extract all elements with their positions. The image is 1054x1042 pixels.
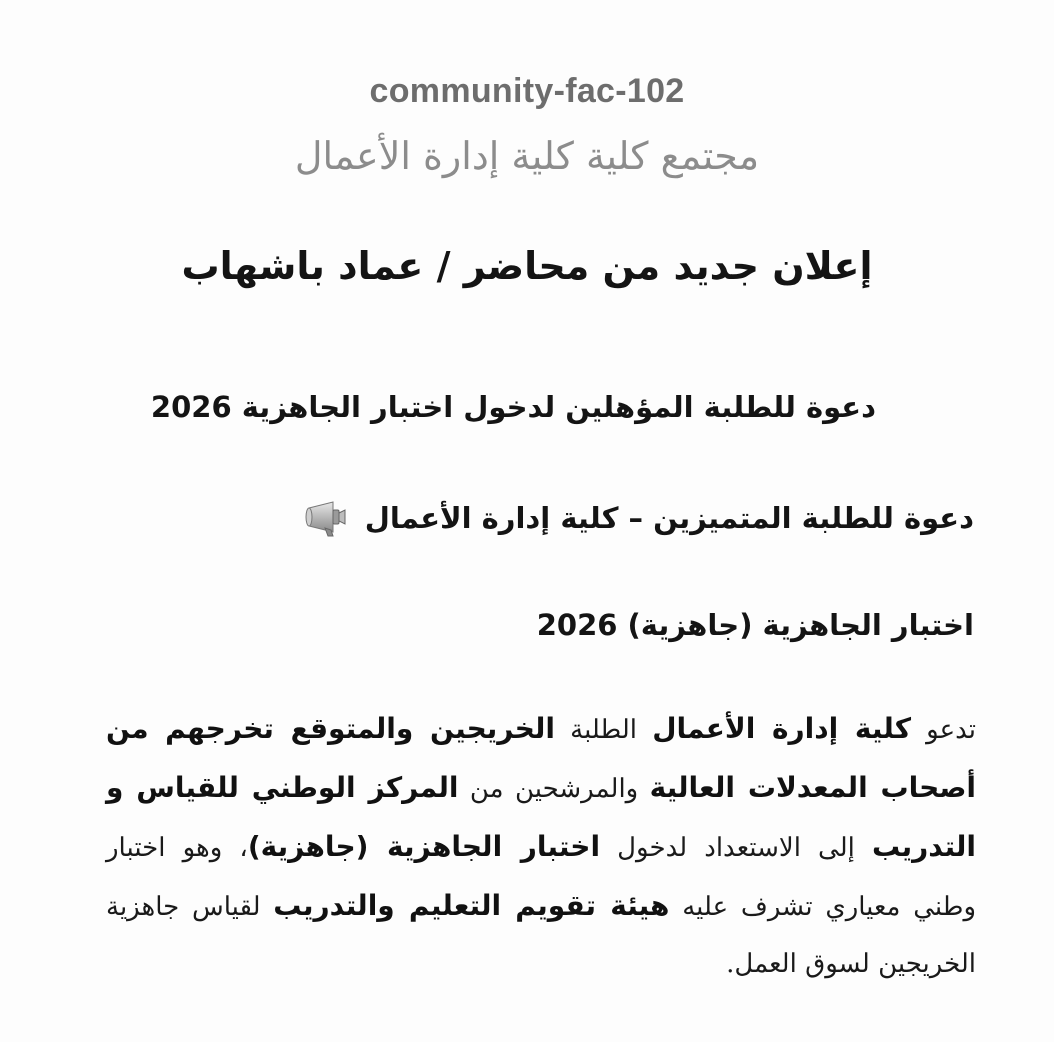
paragraph-text-1: تدعو <box>910 715 976 745</box>
paragraph-bold-3: المركز الوطني للقياس و التدريب <box>106 771 976 863</box>
paragraph-bold-2: الخريجين والمتوقع تخرجهم من أصحاب المعدلات العالية <box>106 712 977 804</box>
paragraph-text-3: والمرشحين من <box>458 774 650 804</box>
announcement-title: إعلان جديد من محاضر / عماد باشهاب <box>181 244 873 288</box>
community-name: مجتمع كلية كلية إدارة الأعمال <box>294 134 760 178</box>
exam-heading: اختبار الجاهزية (جاهزية) 2026 <box>536 608 974 642</box>
paragraph-text-6: لقياس جاهزية الخريجين لسوق العمل. <box>106 892 976 979</box>
invite-heading: دعوة للطلبة المؤهلين لدخول اختبار الجاهزية 2026 <box>150 390 876 424</box>
paragraph-bold-5: هيئة تقويم التعليم والتدريب <box>273 889 670 922</box>
invitation-paragraph <box>106 700 976 993</box>
sub-heading-text: دعوة للطلبة المتميزين – كلية إدارة الأعمال <box>364 501 974 535</box>
paragraph-text-4: إلى الاستعداد لدخول <box>600 833 872 863</box>
paragraph-bold-4: اختبار الجاهزية (جاهزية) <box>247 830 601 863</box>
paragraph-text-2: الطلبة <box>554 715 653 745</box>
paragraph-text-5: ، وهو اختبار وطني معياري تشرف عليه <box>106 833 976 922</box>
paragraph-bold-1: كلية إدارة الأعمال <box>652 712 911 745</box>
community-handle[interactable]: community-fac-102 <box>369 72 685 110</box>
sub-heading <box>303 498 974 538</box>
megaphone-icon <box>303 498 351 538</box>
